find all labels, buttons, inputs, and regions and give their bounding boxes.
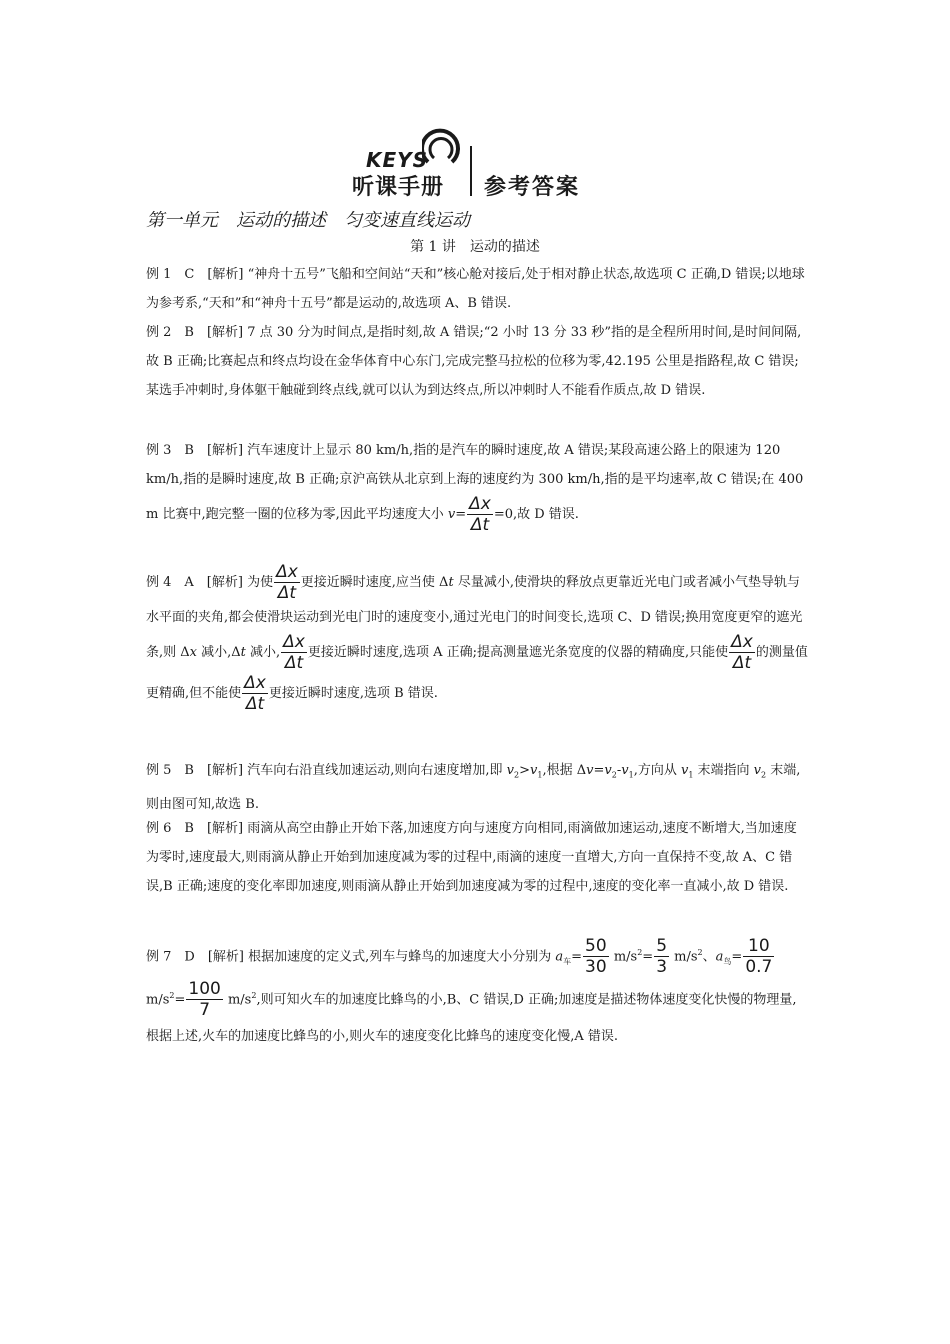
example-6 bbox=[146, 814, 808, 901]
header-logo bbox=[352, 118, 612, 200]
example-text: 7 点 30 分为时间点,是指时刻,故 A 错误;“2 小时 13 分 33 秒”指的是全程所用时间,是时间间隔,故 B 正确;比赛起点和终点均设在金华体育中心东门,完成完整马拉松的位移为零,42.195 公里是指路程,故 C 错误;某选手冲刺时,身体躯干触碰到终点线,就可以认为到达终点,所以冲刺时人不能看作质点,故 D 错误. bbox=[146, 325, 802, 398]
example-label: 例 3 B [解析] bbox=[146, 443, 248, 458]
logo-answers: 参考答案 bbox=[484, 175, 581, 200]
example-label: 例 2 B [解析] bbox=[146, 325, 248, 340]
example-text: “神舟十五号”飞船和空间站“天和”核心舱对接后,处于相对静止状态,故选项 C 正确,D 错误;以地球为参考系,“天和”和“神舟十五号”都是运动的,故选项 A、B 错误. bbox=[146, 267, 805, 311]
fraction-dx-dt: $\frac{\Delta x}{\Delta t}$ bbox=[469, 494, 491, 535]
unit-title: 第一单元 运动的描述 匀变速直线运动 bbox=[146, 210, 470, 231]
fraction-5-3: $\frac{5}{3}$ bbox=[656, 936, 668, 978]
fraction-100-7: $\frac{100}{7}$ bbox=[188, 979, 221, 1021]
example-4: 例 4 A [解析] 为使 $\frac{\Delta x}{\Delta t}$ 更接近瞬时速度,应当使 Δt 尽量减小,使滑块的释放点更靠近光电门或者减小气垫导轨与水平面的夹角,都会使滑块运动到光电门时的速度变小,通过光电门的时间变长,选项 C、D 错误;换用宽度更窄的遮光条,则 Δx 减小,Δt 减小, $\frac{\Delta x}{\Delta t}$ 更接近瞬时速度,选项 A 正确;提高测量遮光条宽度的仪器的精确度,只能使 $\frac{\Delta x}{\Delta t}$ 的测量值更精确,但不能使 $\frac{\Delta x}{\Delta t}$ 更接近瞬时速度,选项 B 错误. bbox=[146, 562, 808, 714]
example-7: 例 7 D [解析] 根据加速度的定义式,列车与蜂鸟的加速度大小分别为 $a_车=$ $\frac{50}{30}$ $m/s^2=$ $\frac{5}{3}$ $m/s^2$、$a_鸟=$ $\frac{10}{0.7}$ $m/s^2=$ $\frac{100}{7}$ $m/s^2$,则可知火车的加速度比蜂鸟的小,B、C 错误,D 正确;加速度是描述物体速度变化快慢的物理量,根据上述,火车的加速度比蜂鸟的小,则火车的速度变化比蜂鸟的速度变化慢,A 错误. bbox=[146, 936, 797, 1045]
logo-divider bbox=[470, 146, 472, 196]
lecture-title: 第 1 讲 运动的描述 bbox=[410, 239, 540, 255]
logo-name: 听课手册 bbox=[352, 175, 445, 200]
example-label: 例 7 D [解析] bbox=[146, 949, 249, 965]
example-2 bbox=[146, 318, 808, 405]
example-label: 例 6 B [解析] bbox=[146, 821, 248, 836]
example-label: 例 1 C [解析] bbox=[146, 267, 248, 282]
example-text: 雨滴从高空由静止开始下落,加速度方向与速度方向相同,雨滴做加速运动,速度不断增大,当加速度为零时,速度最大,则雨滴从静止开始到加速度减为零的过程中,雨滴的速度一直增大,方向一直保持不变,故 A、C 错误,B 正确;速度的变化率即加速度,则雨滴从静止开始到加速度减为零的过程中,速度的变化率一直减小,故 D 错误. bbox=[146, 821, 797, 894]
example-label: 例 5 B [解析] bbox=[146, 763, 248, 778]
example-3: 例 3 B [解析] 汽车速度计上显示 80 km/h,指的是汽车的瞬时速度,故 A 错误;某段高速公路上的限速为 120 km/h,指的是瞬时速度,故 B 正确;京沪高铁从北京到上海的速度约为 300 km/h,指的是平均速率,故 C 错误;在 400 m 比赛中,跑完整一圈的位移为零,因此平均速度大小 v= $\frac{\Delta x}{\Delta t}$ =0,故 D 错误. bbox=[146, 443, 804, 535]
fraction-dx-dt: $\frac{\Delta x}{\Delta t}$ bbox=[283, 632, 305, 673]
fraction-50-30: $\frac{50}{30}$ bbox=[585, 936, 607, 978]
example-5: 例 5 B [解析] 汽车向右沿直线加速运动,则向右速度增加,即 $v_2>v_1$,根据 $\Delta v=v_2-v_1$,方向从 $v_1$ 末端指向 $v_2$ 末端,则由图可知,故选 B. bbox=[146, 763, 801, 812]
fraction-dx-dt: $\frac{\Delta x}{\Delta t}$ bbox=[244, 673, 266, 714]
logo-word: KEYS bbox=[366, 148, 429, 172]
example-1 bbox=[146, 260, 808, 318]
fraction-dx-dt: $\frac{\Delta x}{\Delta t}$ bbox=[276, 562, 298, 603]
fraction-10-0.7: $\frac{10}{0.7}$ bbox=[745, 936, 773, 978]
fraction-dx-dt: $\frac{\Delta x}{\Delta t}$ bbox=[731, 632, 753, 673]
var-v: v bbox=[447, 507, 456, 522]
example-label: 例 4 A [解析] bbox=[146, 575, 248, 590]
example-text: 汽车速度计上显示 80 km/h,指的是汽车的瞬时速度,故 A 错误;某段高速公路上的限速为 120 km/h,指的是瞬时速度,故 B 正确;京沪高铁从北京到上海的速度约为 300 km/h,指的是平均速率,故 C 错误;在 400 m 比赛中,跑完整一圈的位移为零,因此平均速度大小 bbox=[146, 443, 804, 522]
